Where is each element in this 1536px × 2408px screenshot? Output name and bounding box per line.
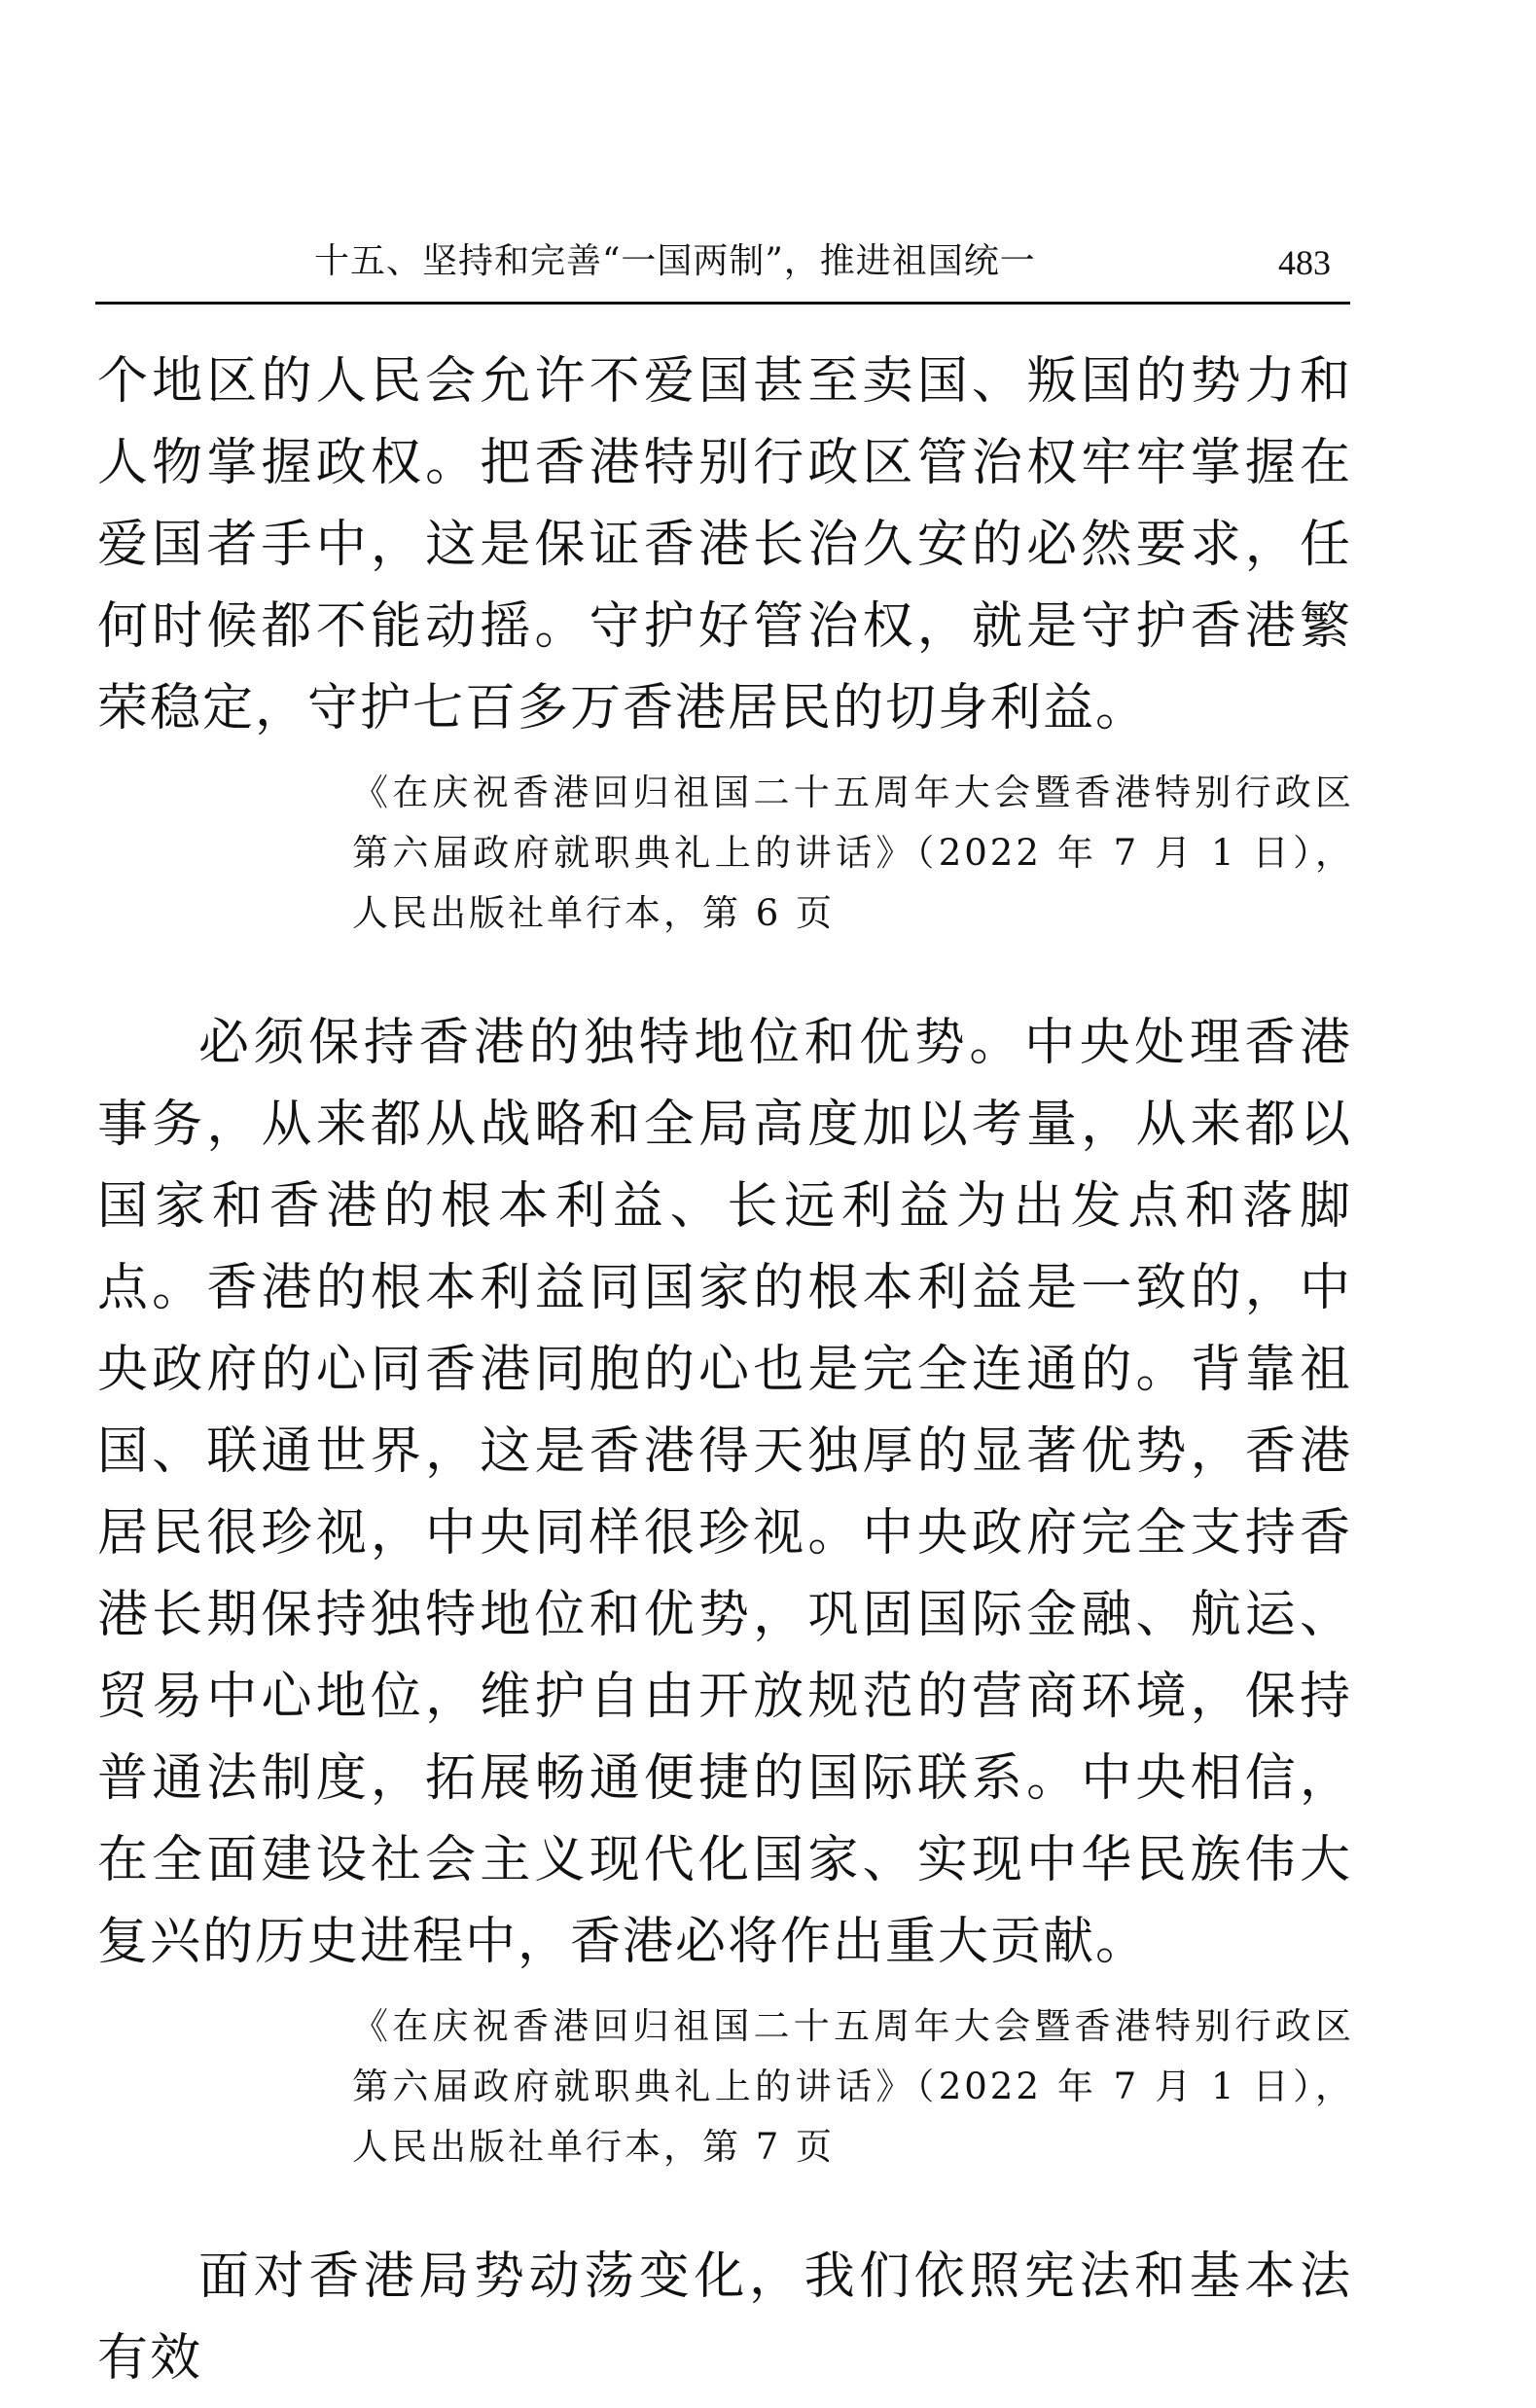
running-header [95, 234, 1350, 305]
paragraph-3: 面对香港局势动荡变化，我们依照宪法和基本法有效 [97, 2247, 1352, 2388]
paragraph-1: 个地区的人民会允许不爱国甚至卖国、叛国的势力和人物掌握政权。把香港特别行政区管治权牢牢掌握在爱国者手中，这是保证香港长治久安的必然要求，任何时候都不能动摇。守护好管治权，就是守护香港繁荣稳定，守护七百多万香港居民的切身利益。 [97, 352, 1352, 737]
paragraph-2: 必须保持香港的独特地位和优势。中央处理香港事务，从来都从战略和全局高度加以考量，从来都以国家和香港的根本利益、长远利益为出发点和落脚点。香港的根本利益同国家的根本利益是一致的，中央政府的心同香港同胞的心也是完全连通的。背靠祖国、联通世界，这是香港得天独厚的显著优势，香港居民很珍视，中央同样很珍视。中央政府完全支持香港长期保持独特地位和优势，巩固国际金融、航运、贸易中心地位，维护自由开放规范的营商环境，保持普通法制度，拓展畅通便捷的国际联系。中央相信，在全面建设社会主义现代化国家、实现中华民族伟大复兴的历史进程中，香港必将作出重大贡献。 [97, 1014, 1352, 1971]
citation-1: 《在庆祝香港回归祖国二十五周年大会暨香港特别行政区第六届政府就职典礼上的讲话》（2022 年 7 月 1 日），人民出版社单行本，第 6 页 [352, 772, 1354, 934]
page-number: 483 [1278, 243, 1331, 282]
chapter-title: 十五、坚持和完善“一国两制”，推进祖国统一 [314, 241, 1036, 281]
citation-2: 《在庆祝香港回归祖国二十五周年大会暨香港特别行政区第六届政府就职典礼上的讲话》（2022 年 7 月 1 日），人民出版社单行本，第 7 页 [352, 2005, 1354, 2168]
page-body [97, 341, 1362, 2399]
